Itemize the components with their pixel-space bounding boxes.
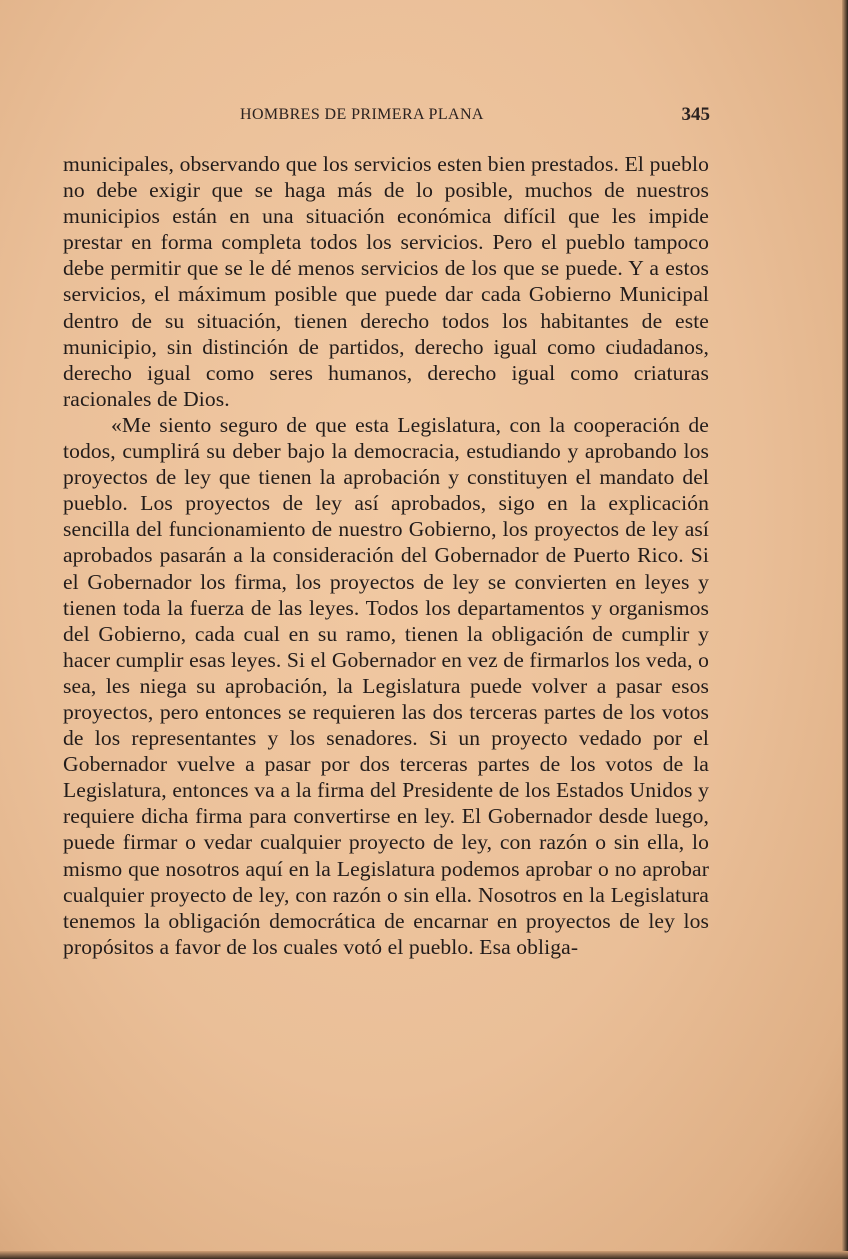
page-header — [240, 104, 710, 130]
page-edge-shadow-bottom — [0, 1251, 848, 1259]
paragraph-2: «Me siento seguro de que esta Legislatura, con la cooperación de todos, cumplirá su deber bajo la democracia, estudiando y aprobando los proyectos de ley que tienen la aprobación y constituyen el mandato del pueblo. Los proyectos de ley así aprobados, sigo en la explicación sencilla del funcionamiento de nuestro Gobierno, los proyectos de ley así aprobados pasarán a la consideración del Gobernador de Puerto Rico. Si el Gobernador los firma, los proyectos de ley se convierten en leyes y tienen toda la fuerza de las leyes. Todos los departamentos y organismos del Gobierno, cada cual en su ramo, tienen la obligación de cumplir y hacer cumplir esas leyes. Si el Gobernador en vez de firmarlos los veda, o sea, les niega su aprobación, la Legislatura puede volver a pasar esos proyectos, pero entonces se requieren las dos terceras partes de los votos de los representantes y los senadores. Si un proyecto vedado por el Gobernador vuelve a pasar por dos terceras partes de los votos de la Legislatura, entonces va a la firma del Presidente de los Estados Unidos y requiere dicha firma para convertirse en ley. El Gobernador desde luego, puede firmar o vedar cualquier proyecto de ley, con razón o sin ella, lo mismo que nosotros aquí en la Legislatura podemos aprobar o no aprobar cualquier proyecto de ley, con razón o sin ella. Nosotros en la Legislatura tenemos la obligación democrática de encarnar en proyectos de ley los propósitos a favor de los cuales votó el pueblo. Esa obliga- — [63, 412, 709, 959]
page-number: 345 — [681, 104, 710, 125]
body-text — [63, 151, 709, 960]
running-head: HOMBRES DE PRIMERA PLANA — [240, 106, 484, 123]
paragraph-1: municipales, observando que los servicios esten bien prestados. El pueblo no debe exigir que se haga más de lo posible, muchos de nuestros municipios están en una situación económica difícil que les impide prestar en forma completa todos los servicios. Pero el pueblo tampoco debe permitir que se le dé menos servicios de los que se puede. Y a estos servicios, el máximum posible que puede dar cada Gobierno Municipal dentro de su situación, tienen derecho todos los habitantes de este municipio, sin distinción de partidos, derecho igual como ciudadanos, derecho igual como seres humanos, derecho igual como criaturas racionales de Dios. — [63, 152, 709, 411]
page-edge-shadow-right — [842, 0, 848, 1259]
